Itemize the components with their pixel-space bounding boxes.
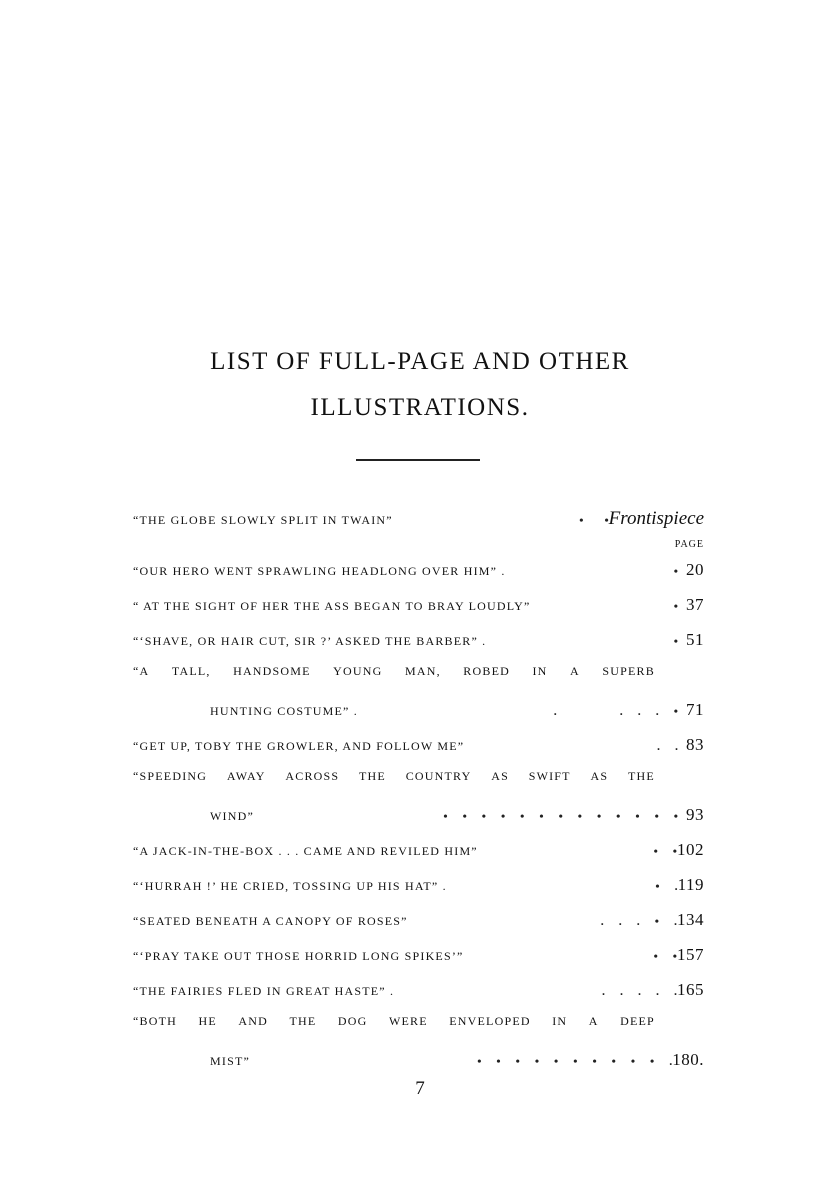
entry-page: 134 — [677, 910, 704, 929]
entry-page: 102 — [677, 840, 704, 859]
word: ENVELOPED — [449, 1014, 531, 1028]
list-item — [210, 700, 704, 724]
entry-title: “SEATED BENEATH A CANOPY OF ROSES” — [133, 914, 408, 928]
word: “BOTH — [133, 1014, 177, 1028]
dot-leader: . . . • . — [600, 914, 677, 928]
word: THE — [627, 769, 655, 783]
entry-page: 157 — [677, 945, 704, 964]
list-item — [133, 735, 704, 759]
entry-title: HUNTING COSTUME” . — [210, 704, 358, 718]
word: AND — [238, 1014, 268, 1028]
word: ACROSS — [285, 769, 340, 783]
word: AS — [590, 769, 609, 783]
word: “A — [133, 664, 150, 678]
word: HE — [198, 1014, 217, 1028]
entry-title: “‘PRAY TAKE OUT THOSE HORRID LONG SPIKES’” — [133, 949, 464, 963]
entry-page: Frontispiece — [608, 508, 704, 529]
list-item — [133, 508, 704, 532]
list-item-first-line — [133, 1014, 655, 1038]
list-item-first-line — [133, 769, 655, 793]
word: HANDSOME — [233, 664, 311, 678]
dot-leader: • — [673, 599, 678, 613]
entry-page: 180. — [672, 1050, 704, 1069]
dot-leader: • — [673, 634, 678, 648]
entry-title: MIST” — [210, 1054, 250, 1068]
list-item — [133, 595, 704, 619]
word: SUPERB — [602, 664, 655, 678]
word: WERE — [388, 1014, 428, 1028]
dot-leader: • • — [653, 844, 677, 858]
entry-page: 83 — [686, 735, 704, 754]
dot-leader: • • • • • • • • • • • • • — [443, 809, 678, 823]
entry-page: 119 — [677, 875, 704, 894]
entry-title: “‘HURRAH !’ HE CRIED, TOSSING UP HIS HAT” . — [133, 879, 447, 893]
heading-line-1: LIST OF FULL-PAGE AND OTHER — [210, 348, 630, 375]
word: AWAY — [226, 769, 266, 783]
entry-title: WIND” — [210, 809, 254, 823]
dot-leader: • . — [655, 879, 678, 893]
list-item — [133, 945, 704, 969]
word: IN — [532, 664, 548, 678]
word: SWIFT — [528, 769, 571, 783]
dot-leader: . . . . . — [602, 984, 677, 998]
list-item — [210, 805, 704, 829]
page-number: 7 — [415, 1078, 425, 1099]
dot-leader: • • — [579, 513, 609, 527]
word: A — [570, 664, 580, 678]
entry-title: “ AT THE SIGHT OF HER THE ASS BEGAN TO BRAY LOUDLY” — [133, 599, 531, 613]
word: THE — [289, 1014, 317, 1028]
entry-title: “THE GLOBE SLOWLY SPLIT IN TWAIN” — [133, 513, 393, 527]
list-item — [133, 840, 704, 864]
dot-leader: • • • • • • • • • • . — [477, 1054, 673, 1068]
word: AS — [491, 769, 509, 783]
word: ROBED — [463, 664, 510, 678]
dot-leader: • — [673, 564, 678, 578]
dot-leader: . . — [657, 739, 678, 753]
entry-page: 165 — [677, 980, 704, 999]
page-column-header: PAGE — [674, 539, 704, 550]
entry-page: 51 — [686, 630, 704, 649]
word: MAN, — [405, 664, 441, 678]
entry-title: “GET UP, TOBY THE GROWLER, AND FOLLOW ME” — [133, 739, 465, 753]
list-item — [133, 630, 704, 654]
word: THE — [359, 769, 386, 783]
word: A — [588, 1014, 599, 1028]
dot-leader: • • — [653, 949, 677, 963]
entry-title: “THE FAIRIES FLED IN GREAT HASTE” . — [133, 984, 395, 998]
entry-page: 37 — [686, 595, 704, 614]
word: DOG — [337, 1014, 368, 1028]
word: “SPEEDING — [133, 769, 208, 783]
list-item-first-line — [133, 664, 655, 688]
word: TALL, — [171, 664, 211, 678]
list-item — [133, 560, 704, 584]
word: YOUNG — [333, 664, 383, 678]
word: DEEP — [620, 1014, 655, 1028]
dot-leader: . . . . • — [553, 704, 678, 718]
entry-page: 93 — [686, 805, 704, 824]
entry-page: 71 — [686, 700, 704, 719]
list-item — [133, 875, 704, 899]
entry-title: “A JACK-IN-THE-BOX . . . CAME AND REVILED HIM” — [133, 844, 478, 858]
list-item — [133, 910, 704, 934]
list-item — [133, 980, 704, 1004]
word: IN — [552, 1014, 568, 1028]
word: COUNTRY — [405, 769, 472, 783]
heading-line-2: ILLUSTRATIONS. — [310, 394, 530, 421]
entry-title: “OUR HERO WENT SPRAWLING HEADLONG OVER HIM” . — [133, 564, 506, 578]
entry-title: “‘SHAVE, OR HAIR CUT, SIR ?’ ASKED THE BARBER” . — [133, 634, 487, 648]
list-item — [210, 1050, 704, 1074]
entry-page: 20 — [686, 560, 704, 579]
